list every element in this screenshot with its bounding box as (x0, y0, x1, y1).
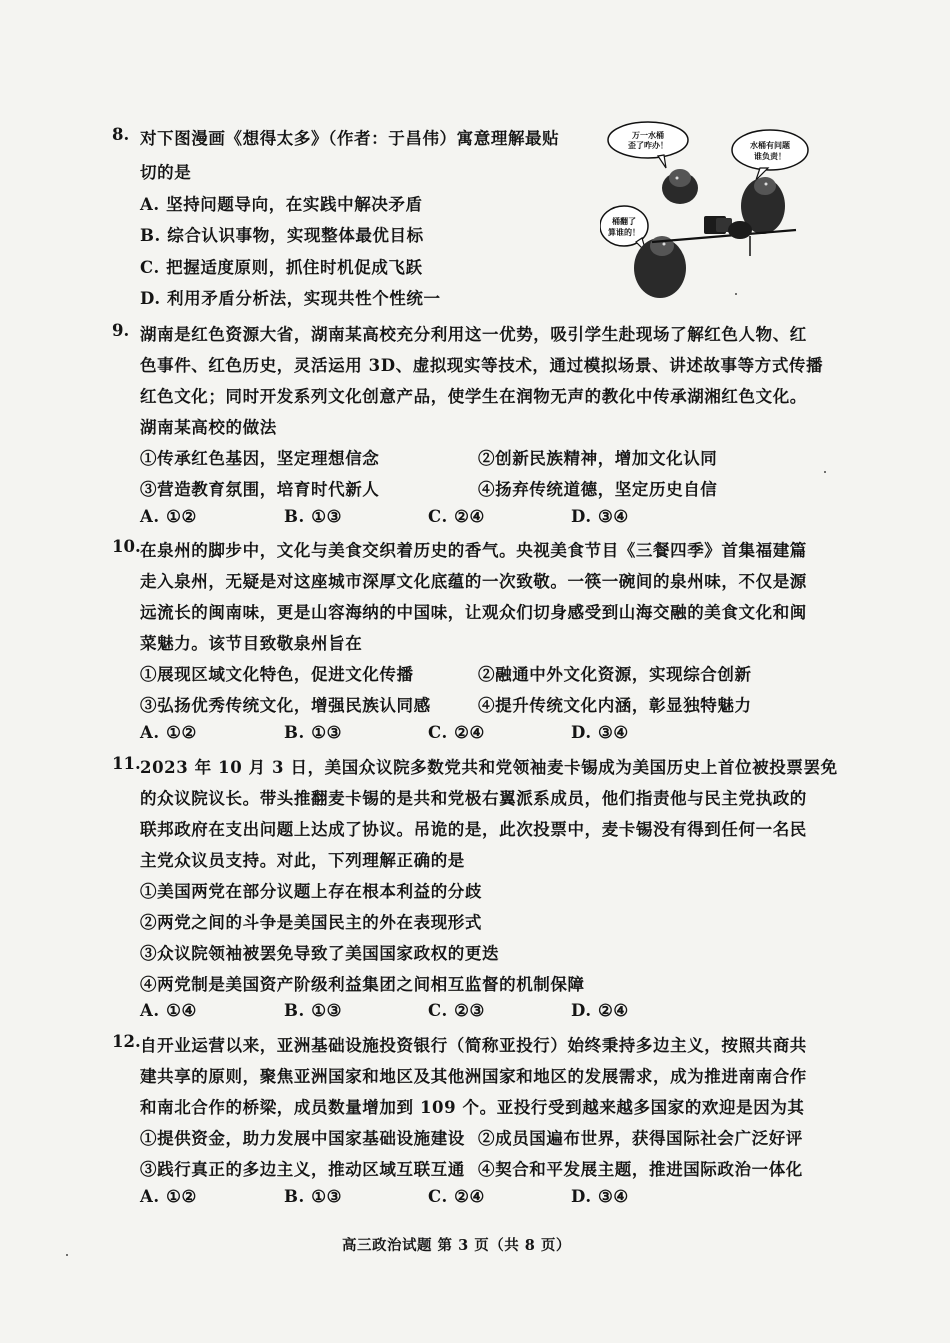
q12-number: 12. (112, 1032, 141, 1051)
q9-number: 9. (112, 321, 130, 340)
bubble-left-line-2: 歪了咋办！ (628, 141, 668, 150)
bubble-right-line-2: 谁负责！ (754, 152, 786, 161)
q12-stem-line-2: 建共享的原则，聚焦亚洲国家和地区及其他洲国家和地区的发展需求，成为推进南南合作 (140, 1067, 807, 1086)
bubble-bottom-line-2: 算谁的！ (608, 228, 640, 237)
q9-stem-line-3: 红色文化；同时开发系列文化创意产品，使学生在润物无声的教化中传承湖湘红色文化。 (140, 387, 807, 406)
q11-number: 11. (112, 754, 141, 773)
scan-speck (824, 471, 826, 473)
q11-item-4: ④两党制是美国资产阶级利益集团之间相互监督的机制保障 (140, 975, 585, 994)
q8-stem-line-2: 切的是 (140, 163, 192, 182)
scan-speck (66, 1254, 68, 1256)
q10-choice-c: C. ②④ (428, 723, 485, 742)
q10-choice-b: B. ①③ (284, 723, 343, 742)
speech-bubble-right (732, 130, 808, 180)
q11-stem-line-1: 2023 年 10 月 3 日，美国众议院多数党共和党领袖麦卡锡成为美国历史上首位被投票罢免 (140, 758, 838, 777)
q10-stem-line-4: 菜魅力。该节目致敬泉州旨在 (140, 634, 363, 653)
q8-option-d: D. 利用矛盾分析法，实现共性个性统一 (140, 289, 441, 308)
q12-stem-line-1: 自开业运营以来，亚洲基础设施投资银行（简称亚投行）始终秉持多边主义，按照共商共 (140, 1036, 807, 1055)
q12-choice-b: B. ①③ (284, 1187, 343, 1206)
q10-item-1: ①展现区域文化特色，促进文化传播 (140, 665, 414, 684)
q9-item-4: ④扬弃传统道德，坚定历史自信 (478, 480, 718, 499)
q12-stem-line-3: 和南北合作的桥梁，成员数量增加到 109 个。亚投行受到越来越多国家的欢迎是因为其 (140, 1098, 805, 1117)
q9-item-2: ②创新民族精神，增加文化认同 (478, 449, 718, 468)
speech-bubble-left (608, 122, 688, 168)
q10-stem-line-1: 在泉州的脚步中，文化与美食交织着历史的香气。央视美食节目《三餐四季》首集福建篇 (140, 541, 807, 560)
q11-choice-d: D. ②④ (571, 1001, 629, 1020)
q10-number: 10. (112, 537, 141, 556)
q8-number: 8. (112, 125, 130, 144)
q12-choice-c: C. ②④ (428, 1187, 485, 1206)
q9-choice-d: D. ③④ (571, 507, 629, 526)
q9-stem-line-1: 湖南是红色资源大省，湖南某高校充分利用这一优势，吸引学生赴现场了解红色人物、红 (140, 325, 807, 344)
q12-item-1: ①提供资金，助力发展中国家基础设施建设 (140, 1129, 465, 1148)
figure-top-left (662, 169, 698, 204)
q9-item-3: ③营造教育氛围，培育时代新人 (140, 480, 380, 499)
q8-stem-line-1: 对下图漫画《想得太多》（作者：于昌伟）寓意理解最贴 (140, 129, 560, 148)
q9-choice-c: C. ②④ (428, 507, 485, 526)
q9-choice-b: B. ①③ (284, 507, 343, 526)
q12-item-3: ③践行真正的多边主义，推动区域互联互通 (140, 1160, 465, 1179)
q11-stem-line-2: 的众议院议长。带头推翻麦卡锡的是共和党极右翼派系成员，他们指责他与民主党执政的 (140, 789, 807, 808)
q11-choice-b: B. ①③ (284, 1001, 343, 1020)
speech-bubble-bottom (600, 206, 648, 252)
q8-option-c: C. 把握适度原则，抓住时机促成飞跃 (140, 258, 423, 277)
page-footer: 高三政治试题 第 3 页（共 8 页） (342, 1237, 571, 1254)
scan-speck (735, 293, 737, 295)
q11-item-2: ②两党之间的斗争是美国民主的外在表现形式 (140, 913, 482, 932)
q9-stem-line-2: 色事件、红色历史，灵活运用 3D、虚拟现实等技术，通过模拟场景、讲述故事等方式传播 (140, 356, 824, 375)
bubble-left-line-1: 万一水桶 (632, 131, 664, 140)
bubble-right-line-1: 水桶有问题 (750, 141, 790, 150)
q8-option-a: A. 坚持问题导向，在实践中解决矛盾 (140, 195, 423, 214)
q11-item-3: ③众议院领袖被罢免导致了美国国家政权的更迭 (140, 944, 500, 963)
q11-choice-c: C. ②③ (428, 1001, 485, 1020)
q10-item-2: ②融通中外文化资源，实现综合创新 (478, 665, 752, 684)
q9-stem-line-4: 湖南某高校的做法 (140, 418, 277, 437)
q9-choice-a: A. ①② (140, 507, 197, 526)
q10-choice-d: D. ③④ (571, 723, 629, 742)
q12-choice-d: D. ③④ (571, 1187, 629, 1206)
q8-option-b: B. 综合认识事物，实现整体最优目标 (140, 226, 424, 245)
bubble-bottom-line-1: 桶翻了 (612, 217, 636, 226)
q11-item-1: ①美国两党在部分议题上存在根本利益的分歧 (140, 882, 482, 901)
q12-choice-a: A. ①② (140, 1187, 197, 1206)
q10-item-4: ④提升传统文化内涵，彰显独特魅力 (478, 696, 752, 715)
q10-item-3: ③弘扬优秀传统文化，增强民族认同感 (140, 696, 431, 715)
q12-item-2: ②成员国遍布世界，获得国际社会广泛好评 (478, 1129, 803, 1148)
q11-choice-a: A. ①④ (140, 1001, 197, 1020)
cartoon-illustration (600, 118, 812, 306)
q12-item-4: ④契合和平发展主题，推进国际政治一体化 (478, 1160, 803, 1179)
q11-stem-line-3: 联邦政府在支出问题上达成了协议。吊诡的是，此次投票中，麦卡锡没有得到任何一名民 (140, 820, 807, 839)
q10-choice-a: A. ①② (140, 723, 197, 742)
q9-item-1: ①传承红色基因，坚定理想信念 (140, 449, 380, 468)
q10-stem-line-3: 远流长的闽南味，更是山容海纳的中国味，让观众们切身感受到山海交融的美食文化和闽 (140, 603, 807, 622)
q10-stem-line-2: 走入泉州，无疑是对这座城市深厚文化底蕴的一次致敬。一筷一碗间的泉州味，不仅是源 (140, 572, 807, 591)
q11-stem-line-4: 主党众议员支持。对此，下列理解正确的是 (140, 851, 465, 870)
